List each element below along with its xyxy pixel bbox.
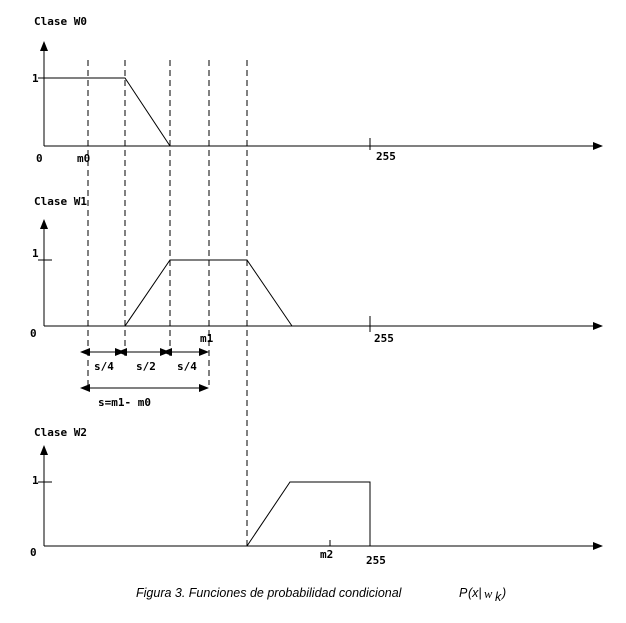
caption-formula-close: ) xyxy=(502,586,507,600)
interval-label-span: s=m1- m0 xyxy=(98,396,151,409)
panel-w1-m1-label: m1 xyxy=(200,332,214,345)
interval-label-half: s/2 xyxy=(136,360,156,373)
interval-label-quarter-b: s/4 xyxy=(177,360,197,373)
panel-w0-title: Clase W0 xyxy=(34,15,87,28)
interval-label-quarter-a: s/4 xyxy=(94,360,114,373)
panel-w2-title: Clase W2 xyxy=(34,426,87,439)
panel-w1-title: Clase W1 xyxy=(34,195,87,208)
caption-formula-w: w xyxy=(484,587,493,601)
panel-w0-ylabel: 1 xyxy=(32,72,39,85)
panel-w2-m2-label: m2 xyxy=(320,548,334,561)
panel-w0-m0-label: m0 xyxy=(77,152,91,165)
panel-w2-origin-label: 0 xyxy=(30,546,37,559)
panel-w2-ylabel: 1 xyxy=(32,474,39,487)
panel-w0-function xyxy=(44,78,170,146)
caption-text: Figura 3. Funciones de probabilidad condicional xyxy=(136,586,402,600)
panel-w0-origin-label: 0 xyxy=(36,152,43,165)
panel-w1-ylabel: 1 xyxy=(32,247,39,260)
panel-w1-255-label: 255 xyxy=(374,332,394,345)
panel-w2-function xyxy=(247,482,370,546)
panel-w1 xyxy=(30,195,602,345)
panel-w0-255-label: 255 xyxy=(376,150,396,163)
panel-w2 xyxy=(30,426,602,567)
dashed-guides xyxy=(88,60,247,546)
caption-formula-x: (x| xyxy=(468,586,482,600)
caption-formula-p: P xyxy=(459,586,468,600)
interval-annotations xyxy=(89,352,208,409)
panel-w2-255-label: 255 xyxy=(366,554,386,567)
figure-caption xyxy=(136,586,506,604)
panel-w1-origin-label: 0 xyxy=(30,327,37,340)
caption-formula-k: k xyxy=(495,590,502,604)
panel-w0 xyxy=(32,15,602,165)
